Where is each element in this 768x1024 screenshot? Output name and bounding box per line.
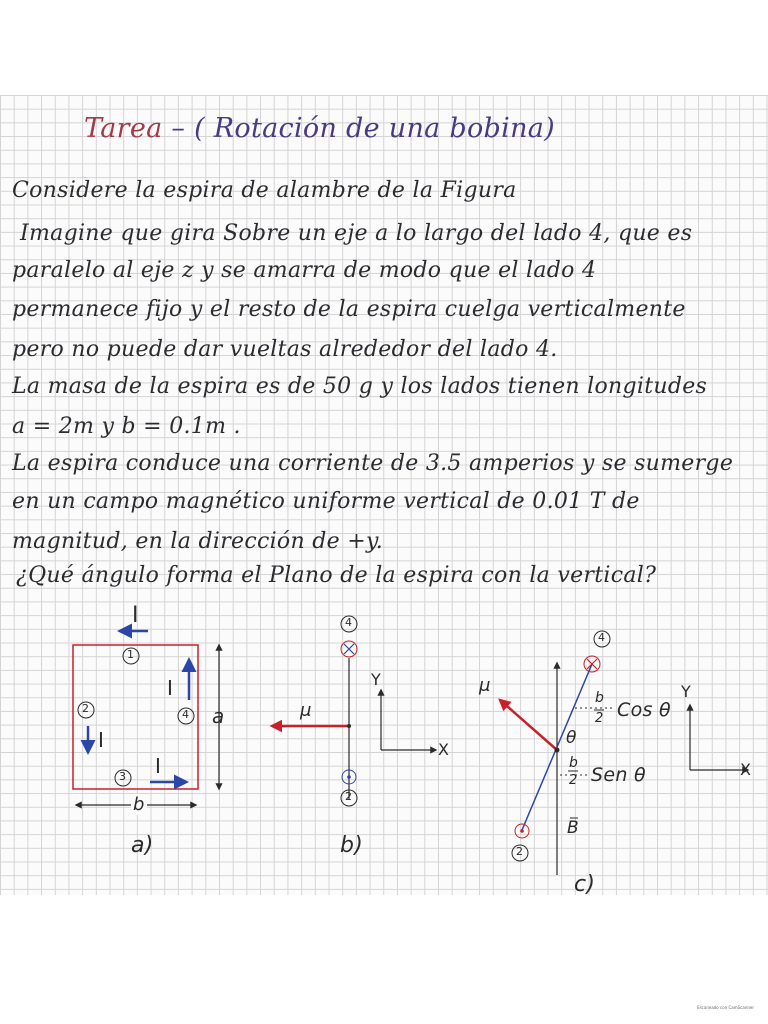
title-subject: ( Rotación de una bobina) xyxy=(194,113,555,144)
side-4-number-c: 4 xyxy=(598,631,605,644)
axis-x-label-b: X xyxy=(438,740,449,759)
side-4-number: 4 xyxy=(182,708,189,721)
current-label-right: I xyxy=(167,676,173,700)
text-line-11: ¿Qué ángulo forma el Plano de la espira con la vertical? xyxy=(16,563,657,588)
mu-label-c: μ xyxy=(479,675,491,696)
b-half-top-den: 2 xyxy=(595,711,604,726)
text-line-8: La espira conduce una corriente de 3.5 amperios y se sumerge xyxy=(12,451,734,476)
theta-label: θ xyxy=(566,728,577,748)
scanner-watermark: Escaneado con CamScanner xyxy=(697,1005,754,1010)
side-2-number: 2 xyxy=(82,702,89,715)
mu-vector xyxy=(500,700,557,750)
title-tarea: Tarea xyxy=(84,113,163,144)
text-line-4: permanece fijo y el resto de la espira cuelga verticalmente xyxy=(12,297,686,322)
side-1-number: 1 xyxy=(127,648,134,661)
axis-x-label-c: X xyxy=(740,760,751,779)
figure-b xyxy=(272,616,436,806)
text-line-3: paralelo al eje z y se amarra de modo que el lado 4 xyxy=(12,258,597,283)
text-line-9: en un campo magnético uniforme vertical de 0.01 T de xyxy=(12,489,640,514)
figure-a xyxy=(73,631,219,805)
loop-rectangle xyxy=(73,645,198,789)
text-line-10: magnitud, en la dirección de +y. xyxy=(12,529,384,554)
dimension-a-label: a xyxy=(212,704,225,728)
text-line-5: pero no puede dar vueltas alrededor del lado 4. xyxy=(12,337,558,362)
side-4-number-b: 4 xyxy=(345,616,352,629)
dimension-b-label: b xyxy=(133,794,145,815)
b-half-bottom-den: 2 xyxy=(569,773,578,788)
figure-c xyxy=(500,631,748,875)
side-2-number-c: 2 xyxy=(516,845,523,858)
figure-c-caption: c) xyxy=(574,872,596,897)
side-3-number: 3 xyxy=(119,770,126,783)
side-2-number-b: 2 xyxy=(345,790,352,803)
current-label-bottom: I xyxy=(155,754,161,778)
cross-mark xyxy=(344,644,354,654)
b-half-bottom-num: b xyxy=(569,755,579,771)
current-label-top: I xyxy=(132,603,139,628)
figure-a-caption: a) xyxy=(131,833,154,858)
axis-y-label-c: Y xyxy=(681,682,691,701)
figure-b-caption: b) xyxy=(340,833,364,858)
title-dash: – xyxy=(162,113,195,144)
axis-y-label-b: Y xyxy=(371,670,381,689)
sen-theta-label: Sen θ xyxy=(591,764,646,786)
text-line-6: La masa de la espira es de 50 g y los lados tienen longitudes xyxy=(12,374,708,399)
mu-label-b: μ xyxy=(300,700,312,721)
cos-theta-label: Cos θ xyxy=(617,699,671,721)
text-line-7: a = 2m y b = 0.1m . xyxy=(12,414,241,439)
text-line-2: Imagine que gira Sobre un eje a lo largo del lado 4, que es xyxy=(20,221,693,246)
field-b-label: B xyxy=(567,818,579,838)
current-label-left: I xyxy=(98,728,104,752)
b-half-top-num: b xyxy=(595,690,605,706)
text-line-1: Considere la espira de alambre de la Figura xyxy=(12,178,517,203)
